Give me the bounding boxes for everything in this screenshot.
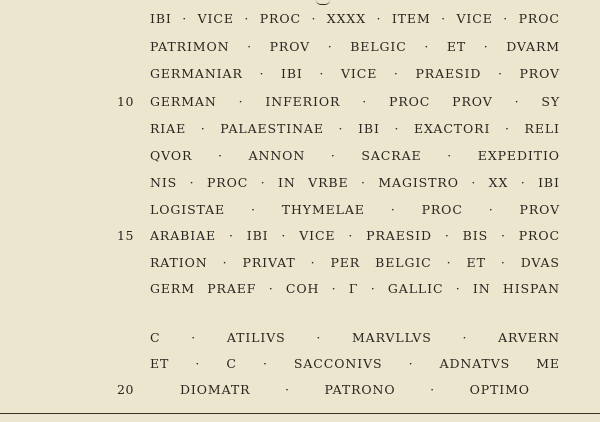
inscription-word: GERMAN xyxy=(150,94,217,109)
inscription-word: · xyxy=(228,228,234,243)
dedication-line xyxy=(150,330,560,345)
inscription-word: · xyxy=(262,356,268,371)
inscription-word: DIOMATR xyxy=(180,382,251,397)
inscription-word: · xyxy=(514,94,520,109)
inscription-word: PROV xyxy=(519,66,560,81)
inscription-word: · xyxy=(394,121,400,136)
inscription-word: MAGISTRO xyxy=(378,175,459,190)
inscription-word: · xyxy=(327,39,333,54)
inscription-word: · xyxy=(500,228,506,243)
inscription-word: LOGISTAE xyxy=(150,202,226,217)
inscription-word: · xyxy=(331,281,337,296)
inscription-word: ITEM xyxy=(391,11,431,26)
inscription-word: VICE xyxy=(456,11,493,26)
inscription-word: IBI xyxy=(358,121,380,136)
inscription-word: ARABIAE xyxy=(150,228,217,243)
inscription-word: PROC xyxy=(259,11,301,26)
inscription-word: PRIVAT xyxy=(242,255,296,270)
top-fragment-mark xyxy=(316,0,330,5)
inscription-word: · xyxy=(319,66,325,81)
inscription-word: ANNON xyxy=(248,148,306,163)
inscription-line xyxy=(150,11,560,26)
inscription-word: · xyxy=(520,175,526,190)
inscription-word: · xyxy=(390,202,396,217)
inscription-word: VICE xyxy=(340,66,378,81)
inscription-word: · xyxy=(348,228,354,243)
inscription-line xyxy=(150,66,560,81)
inscription-word: · xyxy=(218,148,223,163)
inscription-line xyxy=(150,228,560,243)
inscription-word: · xyxy=(268,281,274,296)
inscription-word: PROC xyxy=(421,202,463,217)
inscription-word: · xyxy=(222,255,228,270)
inscription-word: ADNATVS xyxy=(439,356,511,371)
inscription-word: RIAE xyxy=(150,121,187,136)
inscription-word: · xyxy=(430,382,435,397)
inscription-word: RELI xyxy=(524,121,560,136)
inscription-word: PER xyxy=(330,255,361,270)
inscription-word: IBI xyxy=(246,228,269,243)
dedication-line xyxy=(150,356,560,371)
inscription-word: GERMANIAR xyxy=(150,66,243,81)
inscription-word: PROC xyxy=(518,11,560,26)
inscription-word: · xyxy=(362,94,368,109)
inscription-word: VICE xyxy=(197,11,234,26)
inscription-word: GALLIC xyxy=(387,281,444,296)
inscription-word: · xyxy=(260,175,266,190)
inscription-word: PRAESID xyxy=(415,66,482,81)
inscription-word: PROC xyxy=(389,94,431,109)
inscription-word: COH xyxy=(285,281,320,296)
inscription-word: OPTIMO xyxy=(469,382,530,397)
line-number: 10 xyxy=(117,94,134,109)
inscription-word: · xyxy=(338,121,344,136)
inscription-word: · xyxy=(247,39,252,54)
inscription-word: · xyxy=(316,330,322,345)
inscription-word: · xyxy=(447,148,453,163)
line-number: 20 xyxy=(117,382,134,397)
inscription-word: · xyxy=(455,281,461,296)
inscription-word: THYMELAE xyxy=(281,202,365,217)
inscription-word: PATRONO xyxy=(324,382,396,397)
inscription-word: PRAESID xyxy=(366,228,432,243)
inscription-line xyxy=(150,255,560,270)
inscription-word: XXXX xyxy=(326,11,366,26)
inscription-word: · xyxy=(462,330,468,345)
inscription-word: HISPAN xyxy=(502,281,560,296)
inscription-word: ATILIVS xyxy=(226,330,286,345)
inscription-word: · xyxy=(424,39,430,54)
inscription-word: PROC xyxy=(518,228,560,243)
inscription-word: · xyxy=(238,94,244,109)
inscription-line xyxy=(150,148,560,163)
inscription-word: · xyxy=(441,11,447,26)
inscription-word: · xyxy=(250,202,256,217)
inscription-word: · xyxy=(488,202,494,217)
inscription-word: · xyxy=(500,255,506,270)
inscription-word: BELGIC xyxy=(350,39,407,54)
inscription-word: ET xyxy=(150,356,170,371)
inscription-word: NIS xyxy=(150,175,178,190)
inscription-word: · xyxy=(259,66,265,81)
inscription-word: BELGIC xyxy=(375,255,432,270)
inscription-word: · xyxy=(393,66,399,81)
inscription-word: EXACTORI xyxy=(414,121,491,136)
inscription-word: · xyxy=(503,11,509,26)
inscription-word: ME xyxy=(536,356,560,371)
inscription-word: · xyxy=(504,121,510,136)
inscription-word: · xyxy=(483,39,489,54)
inscription-word: · xyxy=(189,175,195,190)
inscription-word: PROV xyxy=(452,94,493,109)
inscription-line xyxy=(150,121,560,136)
inscription-word: C xyxy=(226,356,237,371)
inscription-word: · xyxy=(497,66,503,81)
inscription-word: SY xyxy=(541,94,560,109)
inscription-word: PROV xyxy=(519,202,560,217)
inscription-word: BIS xyxy=(462,228,489,243)
inscription-word: EXPEDITIO xyxy=(477,148,560,163)
inscription-word: · xyxy=(408,356,414,371)
line-number: 15 xyxy=(117,228,134,243)
inscription-word: · xyxy=(191,330,197,345)
inscription-word: IBI xyxy=(538,175,560,190)
inscription-word: VRBE xyxy=(308,175,349,190)
inscription-word: Γ xyxy=(348,281,359,296)
inscription-line xyxy=(150,202,560,217)
inscription-word: PATRIMON xyxy=(150,39,230,54)
inscription-word: MARVLLVS xyxy=(351,330,432,345)
inscription-word: · xyxy=(444,228,450,243)
inscription-word: QVOR xyxy=(150,148,193,163)
inscription-word: PRAEF xyxy=(207,281,257,296)
inscription-word: · xyxy=(281,228,287,243)
inscription-word: · xyxy=(310,255,316,270)
inscription-line xyxy=(150,94,560,109)
inscription-word: RATION xyxy=(150,255,208,270)
inscription-word: · xyxy=(311,11,317,26)
inscription-word: IN xyxy=(472,281,491,296)
inscription-line xyxy=(150,39,560,54)
inscription-word: · xyxy=(370,281,376,296)
inscription-word: PROC xyxy=(206,175,249,190)
inscription-word: INFERIOR xyxy=(265,94,341,109)
inscription-word: · xyxy=(330,148,336,163)
inscription-word: VICE xyxy=(299,228,336,243)
inscription-word: C xyxy=(150,330,161,345)
inscription-word: ET xyxy=(446,39,467,54)
inscription-word: · xyxy=(376,11,382,26)
inscription-word: · xyxy=(244,11,250,26)
inscription-word: IN xyxy=(278,175,296,190)
inscription-word: · xyxy=(471,175,477,190)
inscription-word: · xyxy=(195,356,201,371)
inscription-word: · xyxy=(182,11,188,26)
inscription-word: ARVERN xyxy=(498,330,560,345)
inscription-word: · xyxy=(200,121,206,136)
inscription-word: XX xyxy=(488,175,509,190)
inscription-word: DVARM xyxy=(506,39,560,54)
inscription-word: IBI xyxy=(280,66,303,81)
inscription-word: · xyxy=(284,382,290,397)
inscription-word: · xyxy=(446,255,452,270)
inscription-word: · xyxy=(360,175,366,190)
inscription-word: IBI xyxy=(150,11,172,26)
inscription-line xyxy=(150,175,560,190)
inscription-word: DVAS xyxy=(520,255,560,270)
inscription-word: SACCONIVS xyxy=(293,356,383,371)
bottom-rule xyxy=(0,413,600,414)
inscription-word: ET xyxy=(466,255,486,270)
inscription-word: GERM xyxy=(150,281,195,296)
inscription-word: PALAESTINAE xyxy=(220,121,324,136)
inscription-line xyxy=(150,281,560,296)
inscription-word: SACRAE xyxy=(361,148,422,163)
dedication-line xyxy=(180,382,530,397)
inscription-word: PROV xyxy=(269,39,311,54)
